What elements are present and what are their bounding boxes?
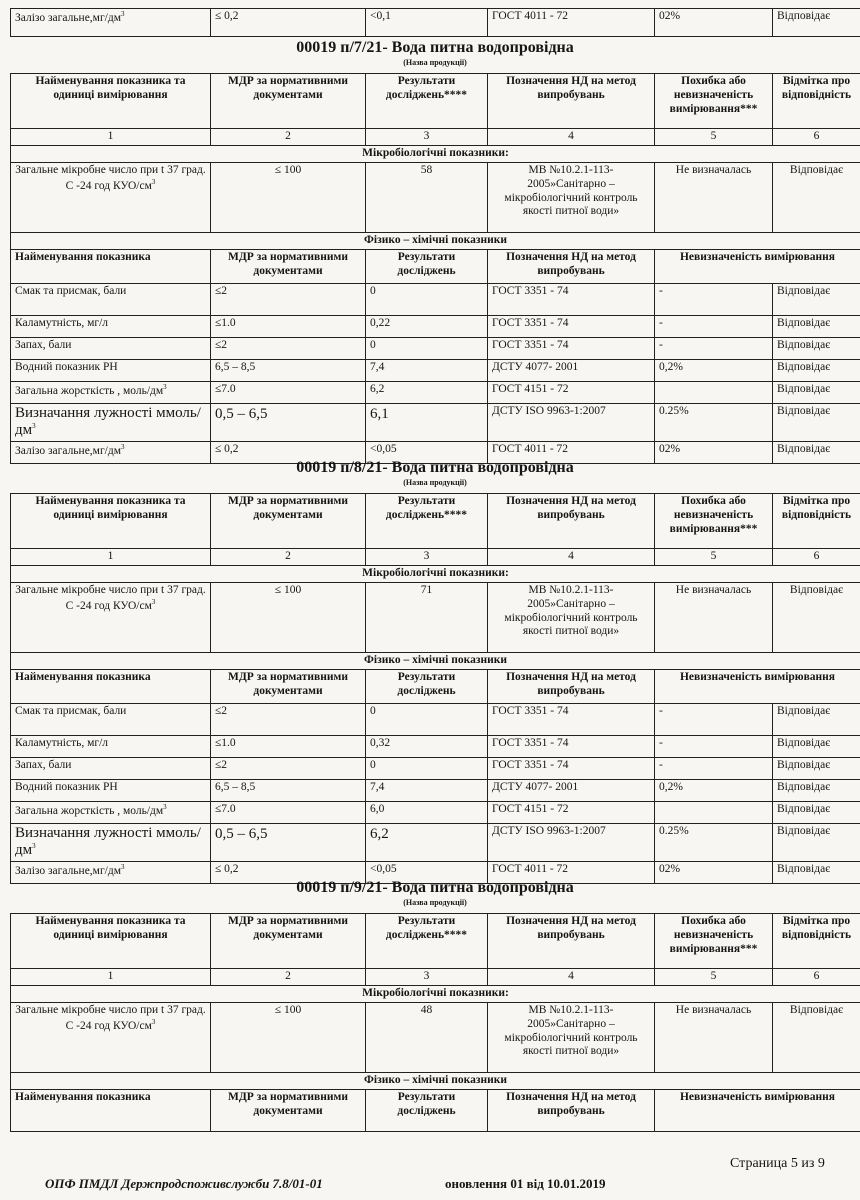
param-norm: ≤1.0	[211, 736, 366, 758]
table-row	[11, 338, 860, 360]
param-method: ГОСТ 3351 - 74	[488, 704, 655, 736]
table-row	[11, 758, 860, 780]
param-name: Каламутність, мг/л	[11, 736, 211, 758]
phys-header-uncert: Невизначеність вимірювання	[655, 1090, 860, 1132]
param-norm: ≤ 100	[211, 583, 366, 653]
footer-revision: оновлення 01 від 10.01.2019	[445, 1176, 606, 1191]
param-result: 0,22	[366, 316, 488, 338]
col-number: 1	[11, 549, 211, 566]
phys-header-row	[11, 250, 860, 284]
param-method: ГОСТ 3351 - 74	[488, 338, 655, 360]
header-col-name: Найменування показника та одиниці вимірювання	[11, 74, 211, 129]
param-name: Залізо $загальне,мг/дм^3$	[11, 862, 211, 884]
param-result: 7,4	[366, 360, 488, 382]
param-result: 0	[366, 704, 488, 736]
param-uncert	[655, 382, 773, 404]
param-mark: Відповідає	[773, 780, 860, 802]
param-method: ГОСТ 3351 - 74	[488, 758, 655, 780]
param-uncert: Не визначалась	[655, 1003, 773, 1073]
param-method: ДСТУ ISO 9963-1:2007	[488, 824, 655, 862]
phys-header-name: Найменування показника	[11, 670, 211, 704]
param-method: ГОСТ 3351 - 74	[488, 316, 655, 338]
param-norm: 6,5 – 8,5	[211, 360, 366, 382]
param-norm: ≤2	[211, 704, 366, 736]
section-row	[11, 653, 860, 670]
table-row	[11, 824, 860, 862]
header-col-result: Результати досліджень****	[366, 494, 488, 549]
header-col-uncert: Похибка або невизначеність вимірювання***	[655, 74, 773, 129]
param-name: Загальне мікробне число при t 37 град. С -24 год КУО/$см^3$	[11, 583, 211, 653]
param-result: 6,2	[366, 824, 488, 862]
param-mark: Відповідає	[773, 583, 860, 653]
col-number: 2	[211, 549, 366, 566]
param-result: <0,05	[366, 862, 488, 884]
param-result: 6,1	[366, 404, 488, 442]
col-number: 6	[773, 969, 860, 986]
header-col-norm: МДР за нормативними документами	[211, 74, 366, 129]
page-number: Страница 5 из 9	[730, 1156, 825, 1171]
param-result: 71	[366, 583, 488, 653]
header-col-result: Результати досліджень****	[366, 914, 488, 969]
header-col-mark: Відмітка про відповідність	[773, 74, 860, 129]
param-mark: Відповідає	[773, 284, 860, 316]
header-col-uncert: Похибка або невизначеність вимірювання***	[655, 914, 773, 969]
phys-header-norm: МДР за нормативними документами	[211, 1090, 366, 1132]
param-name: Визначання лужності ммоль/$дм^3$	[11, 404, 211, 442]
table-row	[11, 360, 860, 382]
param-result: 0	[366, 338, 488, 360]
header-col-method: Позначення НД на метод випробувань	[488, 494, 655, 549]
param-result: 0	[366, 758, 488, 780]
column-number-row	[11, 549, 860, 566]
col-number: 5	[655, 549, 773, 566]
param-method: МВ №10.2.1-113-2005»Санітарно – мікробіологічний контроль якості питної води»	[488, 583, 655, 653]
phys-header-name: Найменування показника	[11, 250, 211, 284]
col-number: 6	[773, 549, 860, 566]
header-col-mark: Відмітка про відповідність	[773, 914, 860, 969]
param-norm: ≤ 0,2	[211, 9, 366, 37]
param-uncert: -	[655, 758, 773, 780]
param-name: Водний показник РН	[11, 780, 211, 802]
header-col-uncert: Похибка або невизначеність вимірювання***	[655, 494, 773, 549]
param-method: ГОСТ 4151 - 72	[488, 802, 655, 824]
param-norm: ≤ 0,2	[211, 862, 366, 884]
table-row	[11, 583, 860, 653]
param-mark: Відповідає	[773, 404, 860, 442]
header-col-method: Позначення НД на метод випробувань	[488, 74, 655, 129]
param-mark: Відповідає	[773, 316, 860, 338]
col-number: 1	[11, 129, 211, 146]
param-norm: ≤2	[211, 284, 366, 316]
phys-header-uncert: Невизначеність вимірювання	[655, 670, 860, 704]
param-method: ДСТУ 4077- 2001	[488, 360, 655, 382]
phys-header-norm: МДР за нормативними документами	[211, 670, 366, 704]
header-col-result: Результати досліджень****	[366, 74, 488, 129]
phys-header-method: Позначення НД на метод випробувань	[488, 250, 655, 284]
param-norm: ≤7.0	[211, 382, 366, 404]
header-row	[11, 74, 860, 129]
param-method: МВ №10.2.1-113-2005»Санітарно – мікробіологічний контроль якості питної води»	[488, 163, 655, 233]
header-col-name: Найменування показника та одиниці вимірювання	[11, 494, 211, 549]
param-mark: Відповідає	[773, 824, 860, 862]
param-method: ГОСТ 4011 - 72	[488, 9, 655, 37]
param-uncert: -	[655, 736, 773, 758]
param-norm: ≤ 100	[211, 1003, 366, 1073]
phys-section-label: Фізико – хімічні показники	[11, 233, 860, 250]
param-name: Смак та присмак, бали	[11, 704, 211, 736]
main-table	[10, 73, 860, 464]
param-norm: ≤ 0,2	[211, 442, 366, 464]
param-mark: Відповідає	[773, 382, 860, 404]
param-uncert: 02%	[655, 862, 773, 884]
param-norm: 6,5 – 8,5	[211, 780, 366, 802]
phys-header-result: Результати досліджень	[366, 250, 488, 284]
param-uncert: 0.25%	[655, 404, 773, 442]
param-result: 58	[366, 163, 488, 233]
col-number: 2	[211, 129, 366, 146]
param-uncert	[655, 802, 773, 824]
param-mark: Відповідає	[773, 802, 860, 824]
param-result: <0,1	[366, 9, 488, 37]
param-name: Залізо $загальне,мг/дм^3$	[11, 442, 211, 464]
column-number-row	[11, 129, 860, 146]
param-norm: ≤2	[211, 338, 366, 360]
param-uncert: -	[655, 704, 773, 736]
param-norm: 0,5 – 6,5	[211, 824, 366, 862]
param-mark: Відповідає	[773, 704, 860, 736]
param-result: 0,32	[366, 736, 488, 758]
param-name: Водний показник РН	[11, 360, 211, 382]
phys-header-uncert: Невизначеність вимірювання	[655, 250, 860, 284]
param-name: Каламутність, мг/л	[11, 316, 211, 338]
param-norm: ≤7.0	[211, 802, 366, 824]
product-subtitle: (Назва продукції)	[403, 58, 467, 67]
param-result: 0	[366, 284, 488, 316]
phys-section-label: Фізико – хімічні показники	[11, 653, 860, 670]
section-row	[11, 1073, 860, 1090]
table-row	[11, 163, 860, 233]
header-col-mark: Відмітка про відповідність	[773, 494, 860, 549]
param-norm: ≤2	[211, 758, 366, 780]
micro-section-label: Мікробіологічні показники:	[11, 566, 860, 583]
col-number: 5	[655, 129, 773, 146]
col-number: 4	[488, 549, 655, 566]
param-method: ГОСТ 4151 - 72	[488, 382, 655, 404]
param-mark: Відповідає	[773, 1003, 860, 1073]
product-title: 00019 п/8/21- Вода питна водопровідна	[296, 459, 574, 476]
header-col-norm: МДР за нормативними документами	[211, 494, 366, 549]
param-name: Загальна жорсткість , моль/$дм^3$	[11, 802, 211, 824]
param-name: Смак та присмак, бали	[11, 284, 211, 316]
param-uncert: 0,2%	[655, 360, 773, 382]
col-number: 3	[366, 129, 488, 146]
param-result: 6,0	[366, 802, 488, 824]
param-uncert: -	[655, 316, 773, 338]
column-number-row	[11, 969, 860, 986]
phys-section-label: Фізико – хімічні показники	[11, 1073, 860, 1090]
param-uncert: -	[655, 284, 773, 316]
table-row	[11, 316, 860, 338]
param-norm: ≤ 100	[211, 163, 366, 233]
phys-header-result: Результати досліджень	[366, 1090, 488, 1132]
table-row	[11, 780, 860, 802]
param-norm: ≤1.0	[211, 316, 366, 338]
product-title: 00019 п/7/21- Вода питна водопровідна	[296, 39, 574, 56]
param-name: Загальне мікробне число при t 37 град. С -24 год КУО/$см^3$	[11, 1003, 211, 1073]
param-method: МВ №10.2.1-113-2005»Санітарно – мікробіологічний контроль якості питної води»	[488, 1003, 655, 1073]
col-number: 3	[366, 549, 488, 566]
param-norm: 0,5 – 6,5	[211, 404, 366, 442]
param-method: ГОСТ 3351 - 74	[488, 284, 655, 316]
param-mark: Відповідає	[773, 360, 860, 382]
table-row	[11, 736, 860, 758]
table-row	[11, 382, 860, 404]
param-name: Загальна жорсткість , моль/$дм^3$	[11, 382, 211, 404]
param-result: <0,05	[366, 442, 488, 464]
param-uncert: 02%	[655, 442, 773, 464]
product-subtitle: (Назва продукції)	[403, 478, 467, 487]
param-mark: Відповідає	[773, 442, 860, 464]
param-result: 7,4	[366, 780, 488, 802]
section-row	[11, 233, 860, 250]
param-mark: Відповідає	[773, 736, 860, 758]
param-mark: Відповідає	[773, 9, 860, 37]
param-uncert: Не визначалась	[655, 163, 773, 233]
col-number: 6	[773, 129, 860, 146]
col-number: 5	[655, 969, 773, 986]
param-uncert: 02%	[655, 9, 773, 37]
header-row	[11, 494, 860, 549]
section-row	[11, 146, 860, 163]
table-row	[11, 802, 860, 824]
param-uncert: -	[655, 338, 773, 360]
col-number: 3	[366, 969, 488, 986]
product-subtitle: (Назва продукції)	[403, 898, 467, 907]
phys-header-method: Позначення НД на метод випробувань	[488, 670, 655, 704]
header-col-method: Позначення НД на метод випробувань	[488, 914, 655, 969]
param-method: ГОСТ 4011 - 72	[488, 442, 655, 464]
param-mark: Відповідає	[773, 758, 860, 780]
product-title: 00019 п/9/21- Вода питна водопровідна	[296, 879, 574, 896]
param-mark: Відповідає	[773, 862, 860, 884]
header-col-norm: МДР за нормативними документами	[211, 914, 366, 969]
micro-section-label: Мікробіологічні показники:	[11, 146, 860, 163]
param-name: Запах, бали	[11, 758, 211, 780]
table-row	[11, 704, 860, 736]
phys-header-name: Найменування показника	[11, 1090, 211, 1132]
param-mark: Відповідає	[773, 338, 860, 360]
phys-header-row	[11, 670, 860, 704]
param-uncert: 0,2%	[655, 780, 773, 802]
phys-header-row	[11, 1090, 860, 1132]
param-name: Запах, бали	[11, 338, 211, 360]
table-row	[11, 284, 860, 316]
param-name: Загальне мікробне число при t 37 град. С -24 год КУО/$см^3$	[11, 163, 211, 233]
param-mark: Відповідає	[773, 163, 860, 233]
header-col-name: Найменування показника та одиниці вимірювання	[11, 914, 211, 969]
micro-section-label: Мікробіологічні показники:	[11, 986, 860, 1003]
param-uncert: 0.25%	[655, 824, 773, 862]
col-number: 1	[11, 969, 211, 986]
table-row	[11, 9, 860, 37]
param-uncert: Не визначалась	[655, 583, 773, 653]
col-number: 2	[211, 969, 366, 986]
phys-header-method: Позначення НД на метод випробувань	[488, 1090, 655, 1132]
param-method: ГОСТ 4011 - 72	[488, 862, 655, 884]
param-method: ДСТУ 4077- 2001	[488, 780, 655, 802]
param-name: Залізо $загальне,мг/дм^3$	[11, 9, 211, 37]
phys-header-result: Результати досліджень	[366, 670, 488, 704]
main-table	[10, 493, 860, 884]
col-number: 4	[488, 129, 655, 146]
param-name: Визначання лужності ммоль/$дм^3$	[11, 824, 211, 862]
param-method: ДСТУ ISO 9963-1:2007	[488, 404, 655, 442]
top-remainder-table	[10, 8, 860, 37]
footer-organization: ОПФ ПМДЛ Держпродспоживслужби 7.8/01-01	[45, 1176, 323, 1191]
param-result: 6,2	[366, 382, 488, 404]
main-table	[10, 913, 860, 1132]
table-row	[11, 1003, 860, 1073]
phys-header-norm: МДР за нормативними документами	[211, 250, 366, 284]
section-row	[11, 986, 860, 1003]
table-row	[11, 404, 860, 442]
col-number: 4	[488, 969, 655, 986]
param-method: ГОСТ 3351 - 74	[488, 736, 655, 758]
param-result: 48	[366, 1003, 488, 1073]
section-row	[11, 566, 860, 583]
header-row	[11, 914, 860, 969]
